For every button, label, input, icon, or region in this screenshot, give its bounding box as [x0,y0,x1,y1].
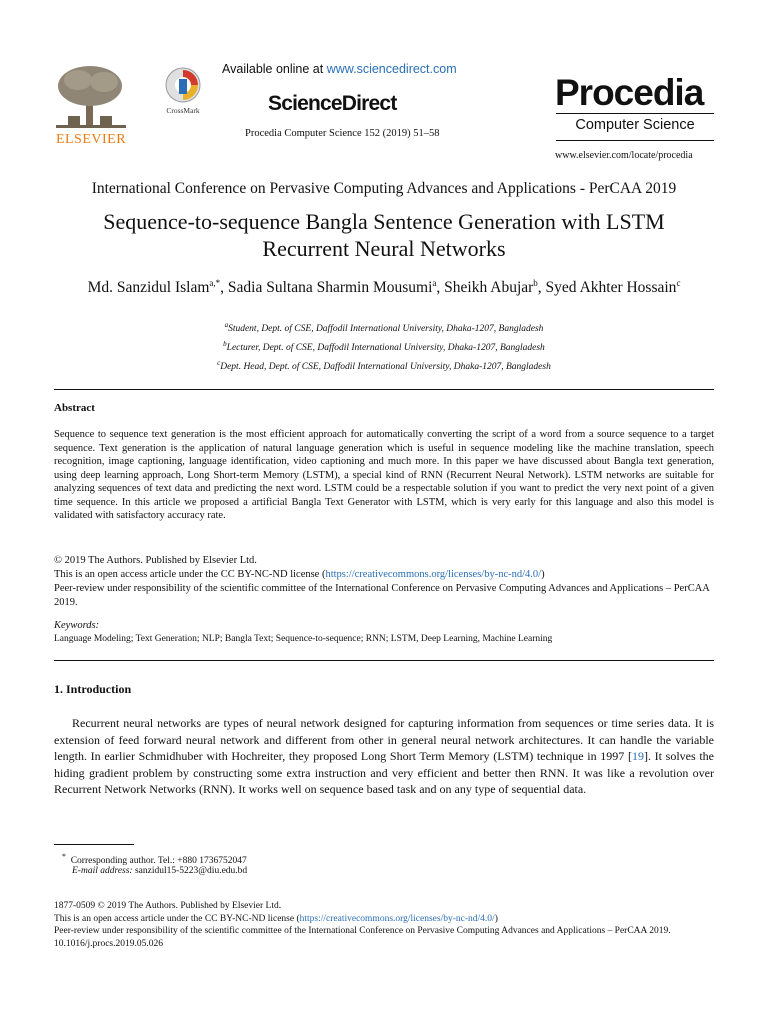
available-prefix: Available online at [222,62,327,76]
author-name: Syed Akhter Hossain [545,279,677,297]
conference-name: International Conference on Pervasive Computing Advances and Applications - PerCAA 2019 [91,180,677,197]
doi[interactable]: 10.1016/j.procs.2019.05.026 [54,938,163,949]
sciencedirect-link[interactable]: www.sciencedirect.com [326,62,457,76]
email-address[interactable]: sanzidul15-5223@diu.edu.bd [134,866,248,876]
affiliation-sup: c [217,359,221,368]
divider-bottom [54,660,714,661]
author-4 [546,279,681,296]
bottom-license-suffix: ) [494,913,498,924]
footnote-email [72,866,247,876]
author-name: Sadia Sultana Sharmin Mousumi [227,279,433,297]
author-list [40,274,728,297]
author-1 [88,279,228,296]
abstract-text: Sequence to sequence text generation is the most efficient approach for automatically converting the script of a word from a source sequence to a target sequence. Text generation is the application of natural language generation which is useful in sequence modeling like the machine translation, speech recognition, image captioning, language identification, video captioning and much more. In this paper we have discussed about Bangla text generation, using deep learning approach, Long Short-term Memory (LSTM), a special kind of RNN (Recurrent Neural Network). LSTM networks are suitable for analyzing sequences of text data and predicting the next word. LSTM could be a respectable solution if you want to predict the very next point of a given time sequence. In this article we proposed a artificial Bangla Text Generator with LSTM, which is very early for this language and also this model is validated with satisfactory accuracy rate. [54,429,714,521]
affiliation-c [0,356,768,375]
license-link[interactable]: https://creativecommons.org/licenses/by-nc-nd/4.0/ [325,569,542,580]
crossmark-icon [158,66,208,106]
author-2 [228,279,444,296]
license-prefix: This is an open access article under the CC BY-NC-ND license ( [54,569,326,580]
keywords-heading: Keywords: [54,620,100,631]
author-sup: b [533,278,538,288]
email-label: E-mail address: [72,866,133,876]
citation-link[interactable]: 19 [631,749,644,763]
keywords-list: Language Modeling; Text Generation; NLP; Bangla Text; Sequence-to-sequence; RNN; LSTM, Deep Learning, Machine Learning [54,634,553,644]
license-line [54,568,714,582]
title-line-2: Recurrent Neural Networks [262,236,506,261]
author-sep: , [220,279,228,297]
intro-heading: 1. Introduction [54,682,132,696]
affiliation-text: Dept. Head, Dept. of CSE, Daffodil International University, Dhaka-1207, Bangladesh [220,362,551,373]
elsevier-tree-icon [50,62,132,130]
issn-line: 1877-0509 © 2019 The Authors. Published by Elsevier Ltd. [54,901,282,911]
corresponding-text: Corresponding author. Tel.: +880 1736752047 [70,856,247,867]
crossmark-badge[interactable] [158,66,208,122]
procedia-title: Procedia [555,72,704,113]
peer-review-line: Peer-review under responsibility of the scientific committee of the International Conference on Pervasive Computing Advances and Applications – PerCAA 2019. [54,583,710,608]
available-online [222,62,457,76]
paper-title [40,208,728,262]
procedia-url[interactable]: www.elsevier.com/locate/procedia [555,150,693,161]
affiliation-sup: b [223,340,227,349]
title-line-1: Sequence-to-sequence Bangla Sentence Generation with LSTM [103,209,665,234]
bottom-peer-review: Peer-review under responsibility of the scientific committee of the International Conference on Pervasive Computing Advances and Applications – PerCAA 2019. [54,926,671,936]
footnote-corresponding [62,852,247,866]
affiliations [0,318,768,375]
elsevier-wordmark: ELSEVIER [55,132,127,147]
author-sep: , [436,279,445,297]
author-3 [444,279,545,296]
author-sup: a,* [209,278,221,288]
crossmark-label: CrossMark [166,106,200,115]
author-sep: , [537,279,546,297]
affiliation-text: Lecturer, Dept. of CSE, Daffodil International University, Dhaka-1207, Bangladesh [226,343,545,354]
affiliation-text: Student, Dept. of CSE, Daffodil International University, Dhaka-1207, Bangladesh [228,324,544,335]
footnote-rule [54,844,134,845]
elsevier-logo [50,62,132,152]
license-suffix: ) [541,569,545,580]
intro-text-b: ]. It solves the hiding gradient problem by constructing some extra instruction and very efficient and better then RNN. It was like a revolution over Recurrent Network Networks (RNN). It works well on sequence based task and on any type of sequential data. [54,749,714,796]
procedia-subtitle: Computer Science [575,117,695,133]
abstract-heading: Abstract [54,402,95,414]
intro-paragraph [54,715,714,798]
divider-top [54,389,714,390]
intro-text-a: Recurrent neural networks are types of neural network designed for capturing information from sequences or time series data. It is extension of feed forward neural network and different from other in general neural network architectures. It can handle the variable length. In earlier Schmidhuber with Hochreiter, they proposed Long Short Term Memory (LSTM) technique in 1997 [ [54,716,714,763]
author-sup: c [676,278,681,288]
footnote-mark: * [62,852,66,861]
journal-reference: Procedia Computer Science 152 (2019) 51–58 [245,128,440,139]
bottom-license-link[interactable]: https://creativecommons.org/licenses/by-nc-nd/4.0/ [299,913,495,924]
affiliation-sup: a [224,321,229,329]
bottom-license-prefix: This is an open access article under the CC BY-NC-ND license ( [54,913,300,924]
copyright-block [54,554,714,610]
author-sup: a [432,278,437,288]
author-name: Md. Sanzidul Islam [87,279,210,297]
author-name: Sheikh Abujar [444,279,534,297]
affiliation-b [0,337,768,356]
bottom-license-line [54,913,734,926]
sciencedirect-logo: ScienceDirect [268,92,397,115]
copyright-line: © 2019 The Authors. Published by Elsevier Ltd. [54,555,257,566]
affiliation-a [0,318,768,337]
bottom-notice [54,900,734,950]
